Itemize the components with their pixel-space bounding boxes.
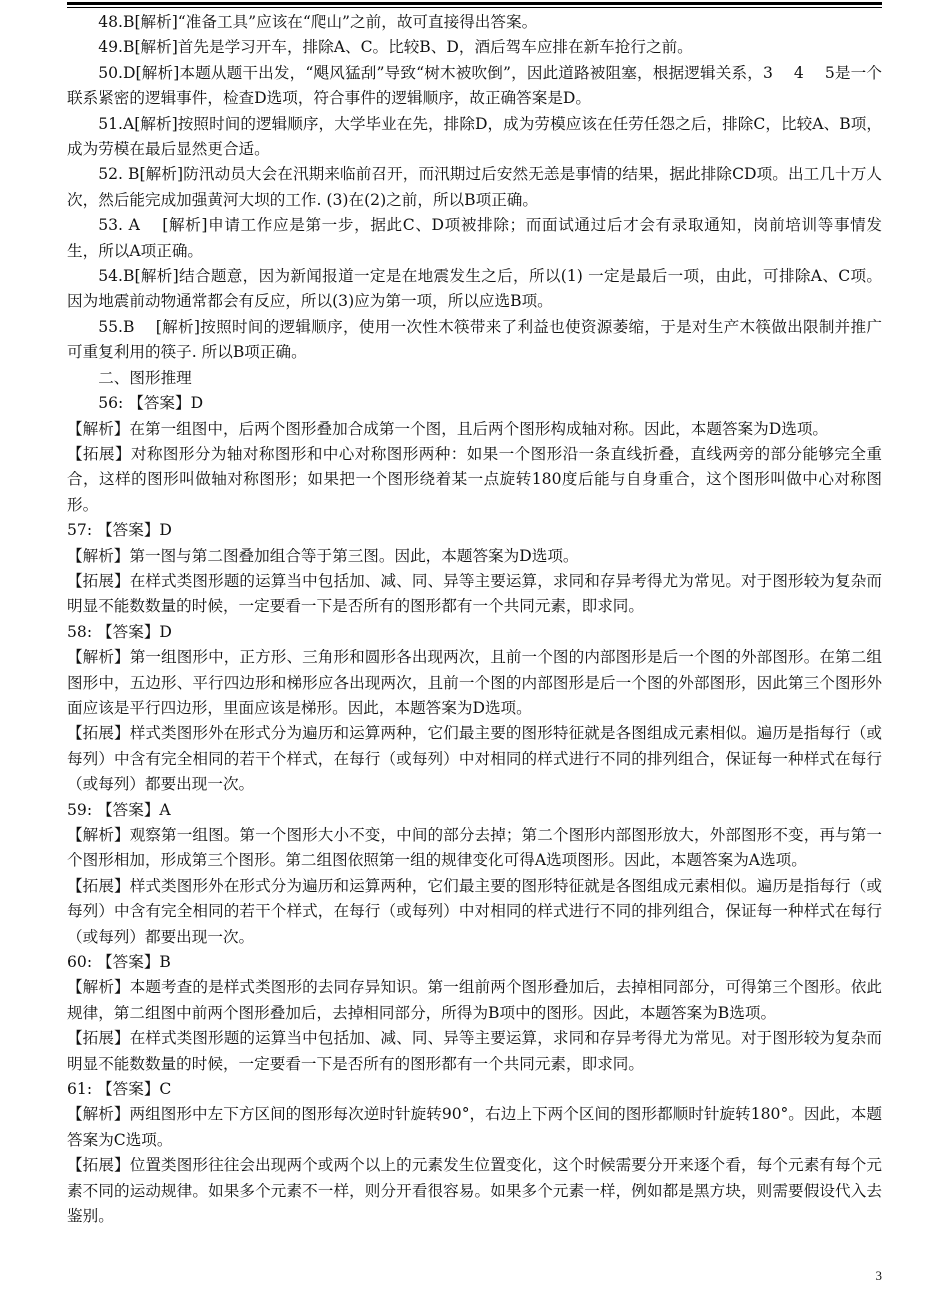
extension-paragraph: 【拓展】位置类图形往往会出现两个或两个以上的元素发生位置变化，这个时候需要分开来逐个看，每个元素有每个元素不同的运动规律。如果多个元素不一样，则分开看很容易。如果多个元素一样，例如都是黑方块，则需要假设代入去鉴别。 bbox=[67, 1156, 882, 1226]
analysis-paragraph: 【解析】第一图与第二图叠加组合等于第三图。因此，本题答案为D选项。 bbox=[67, 546, 579, 565]
analysis-paragraph: 【解析】在第一组图中，后两个图形叠加合成第一个图，且后两个图形构成轴对称。因此，本题答案为D选项。 bbox=[67, 419, 829, 438]
header-rule-thin bbox=[67, 7, 882, 8]
answer-line: 61: 【答案】C bbox=[67, 1080, 172, 1099]
paragraph: 55.B [解析]按照时间的逻辑顺序，使用一次性木筷带来了利益也使资源萎缩，于是对生产木筷做出限制并推广可重复利用的筷子. 所以B项正确。 bbox=[67, 317, 882, 362]
section-heading: 二、图形推理 bbox=[98, 368, 192, 387]
paragraph: 51.A[解析]按照时间的逻辑顺序，大学毕业在先，排除D，成为劳模应该在任劳任怨之后，排除C，比较A、B项，成为劳模在最后显然更合适。 bbox=[67, 114, 882, 159]
page-number: 3 bbox=[875, 1268, 882, 1283]
paragraph: 50.D[解析]本题从题干出发，“飓风猛刮”导致“树木被吹倒”，因此道路被阻塞，根据逻辑关系，3 4 5是一个联系紧密的逻辑事件，检查D选项，符合事件的逻辑顺序，故正确答案是D。 bbox=[67, 63, 882, 108]
extension-paragraph: 【拓展】样式类图形外在形式分为遍历和运算两种，它们最主要的图形特征就是各图组成元素相似。遍历是指每行（或每列）中含有完全相同的若干个样式，在每行（或每列）中对相同的样式进行不同的排列组合，保证每一种样式在每行（或每列）都要出现一次。 bbox=[67, 876, 882, 946]
extension-paragraph: 【拓展】样式类图形外在形式分为遍历和运算两种，它们最主要的图形特征就是各图组成元素相似。遍历是指每行（或每列）中含有完全相同的若干个样式，在每行（或每列）中对相同的样式进行不同的排列组合，保证每一种样式在每行（或每列）都要出现一次。 bbox=[67, 724, 882, 794]
extension-paragraph: 【拓展】对称图形分为轴对称图形和中心对称图形两种：如果一个图形沿一条直线折叠，直线两旁的部分能够完全重合，这样的图形叫做轴对称图形；如果把一个图形绕着某一点旋转180度后能与自身重合，这个图形叫做中心对称图形。 bbox=[67, 444, 882, 514]
answer-line: 59: 【答案】A bbox=[67, 800, 171, 819]
answer-line: 57: 【答案】D bbox=[67, 521, 172, 540]
paragraph: 53. A [解析]申请工作应是第一步，据此C、D项被排除；而面试通过后才会有录取通知，岗前培训等事情发生，所以A项正确。 bbox=[67, 216, 882, 260]
paragraph: 54.B[解析]结合题意，因为新闻报道一定是在地震发生之后，所以(1) 一定是最后一项，由此，可排除A、C项。因为地震前动物通常都会有反应，所以(3)应为第一项，所以应选B项。 bbox=[67, 267, 882, 311]
answer-line: 60: 【答案】B bbox=[67, 953, 171, 972]
analysis-paragraph: 【解析】本题考查的是样式类图形的去同存异知识。第一组前两个图形叠加后，去掉相同部分，可得第三个图形。依此规律，第二组图中前两个图形叠加后，去掉相同部分，所得为B项中的图形。因此，本题答案为B选项。 bbox=[67, 978, 882, 1022]
answer-line: 56: 【答案】D bbox=[98, 394, 204, 413]
paragraph: 48.B[解析]“准备工具”应该在“爬山”之前，故可直接得出答案。 bbox=[98, 13, 538, 31]
extension-paragraph: 【拓展】在样式类图形题的运算当中包括加、减、同、异等主要运算，求同和存异考得尤为常见。对于图形较为复杂而明显不能数数量的时候，一定要看一下是否所有的图形都有一个共同元素，即求同。 bbox=[67, 1029, 882, 1073]
answer-line: 58: 【答案】D bbox=[67, 622, 172, 641]
paragraph: 52. B[解析]防汛动员大会在汛期来临前召开，而汛期过后安然无恙是事情的结果，据此排除CD项。出工几十万人次，然后能完成加强黄河大坝的工作. (3)在(2)之前，所以B项正确。 bbox=[67, 165, 882, 209]
analysis-paragraph: 【解析】观察第一组图。第一个图形大小不变，中间的部分去掉；第二个图形内部图形放大，外部图形不变，再与第一个图形相加，形成第三个图形。第二组图依照第一组的规律变化可得A选项图形。因此，本题答案为A选项。 bbox=[67, 826, 882, 870]
analysis-paragraph: 【解析】两组图形中左下方区间的图形每次逆时针旋转90°，右边上下两个区间的图形都顺时针旋转180°。因此，本题答案为C选项。 bbox=[67, 1105, 882, 1149]
analysis-paragraph: 【解析】第一组图形中，正方形、三角形和圆形各出现两次，且前一个图的内部图形是后一个图的外部图形。在第二组图形中，五边形、平行四边形和梯形应各出现两次，且前一个图的内部图形是后一个图的外部图形，因此第三个图形外面应该是平行四边形，里面应该是梯形。因此，本题答案为D选项。 bbox=[67, 648, 882, 717]
extension-paragraph: 【拓展】在样式类图形题的运算当中包括加、减、同、异等主要运算，求同和存异考得尤为常见。对于图形较为复杂而明显不能数数量的时候，一定要看一下是否所有的图形都有一个共同元素，即求同。 bbox=[67, 571, 882, 616]
header-rule bbox=[67, 2, 882, 5]
paragraph: 49.B[解析]首先是学习开车，排除A、C。比较B、D，酒后驾车应排在新车抢行之前。 bbox=[98, 38, 693, 57]
answer-explanations bbox=[67, 10, 882, 1230]
